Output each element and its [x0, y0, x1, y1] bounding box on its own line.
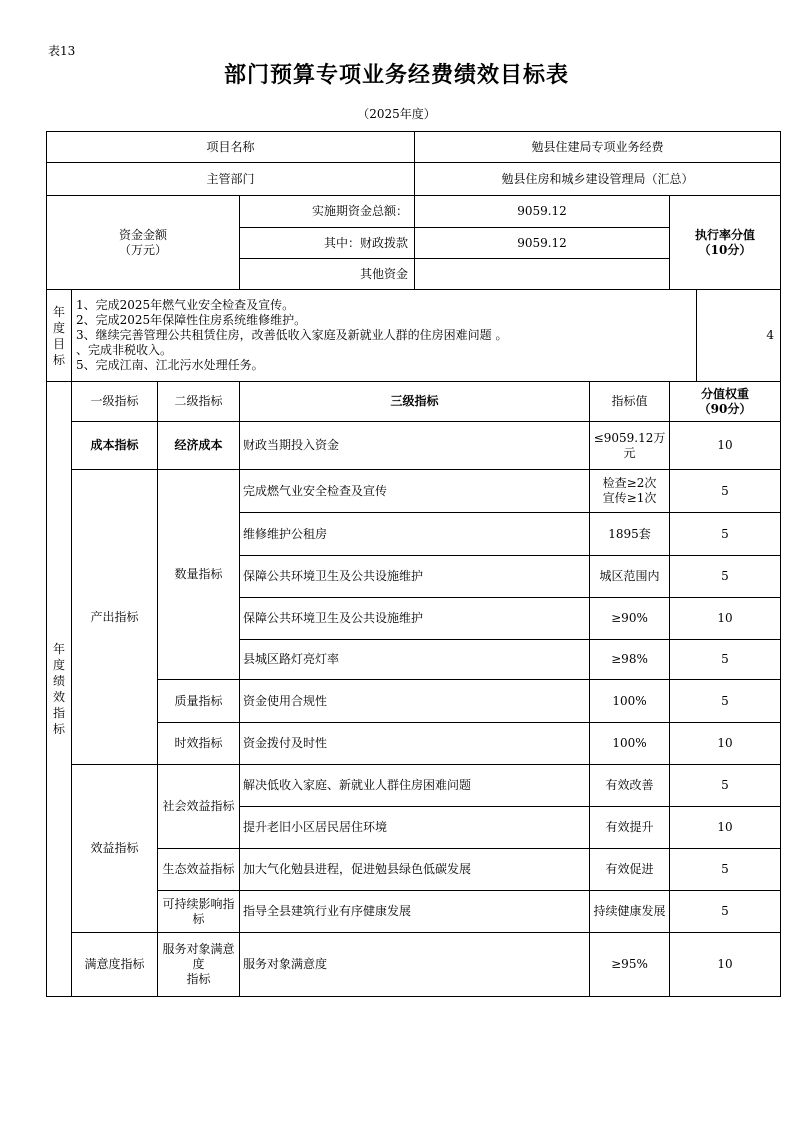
indicator-weight: 10 [670, 723, 781, 765]
project-label: 项目名称 [47, 132, 415, 163]
goals-text-cell [72, 290, 697, 382]
fiscal-year: （2025年度） [357, 107, 436, 121]
table-row [47, 680, 781, 723]
indicator-name: 提升老旧小区居民居住环境 [240, 807, 590, 849]
funds-unit: （万元） [118, 242, 167, 257]
indicator-value: 宣传≥1次 [602, 491, 657, 505]
dept-label: 主管部门 [47, 163, 415, 196]
indicator-weight: 10 [670, 598, 781, 640]
indicator-value: ≥95% [590, 933, 670, 997]
indicator-name: 保障公共环境卫生及公共设施维护 [240, 556, 590, 598]
indicator-weight: 5 [670, 765, 781, 807]
indicator-value: ≥98% [590, 640, 670, 680]
indicator-name: 维修维护公租房 [240, 513, 590, 556]
funds-other-value [415, 259, 670, 290]
perf-label-cell [47, 382, 72, 997]
satisfaction-level1: 满意度指标 [72, 933, 158, 997]
indicator-weight: 10 [670, 422, 781, 470]
page-title: 部门预算专项业务经费绩效目标表 [223, 63, 569, 88]
indicator-weight: 10 [670, 933, 781, 997]
indicator-name: 服务对象满意度 [240, 933, 590, 997]
goal-item: 5、完成江南、江北污水处理任务。 [76, 358, 264, 372]
cost-level2: 经济成本 [158, 422, 240, 470]
satisfaction-level2-cell [158, 933, 240, 997]
table-row [47, 723, 781, 765]
table-row [47, 849, 781, 891]
indicator-name: 保障公共环境卫生及公共设施维护 [240, 598, 590, 640]
header-value: 指标值 [590, 382, 670, 422]
indicator-header-row [47, 382, 781, 422]
indicator-value: 有效促进 [590, 849, 670, 891]
indicator-value: ≥90% [590, 598, 670, 640]
exec-rate-cell [670, 196, 781, 290]
funds-other-label: 其他资金 [240, 259, 415, 290]
funds-label: 资金金额 [118, 227, 167, 242]
table-row [47, 470, 781, 513]
exec-rate-label: 执行率分值 [694, 227, 755, 242]
goal-item: 1、完成2025年燃气业安全检查及宣传。 [76, 298, 295, 312]
indicator-weight: 10 [670, 807, 781, 849]
social-level2: 社会效益指标 [158, 765, 240, 849]
table-row [47, 933, 781, 997]
indicator-name: 资金拨付及时性 [240, 723, 590, 765]
goal-item: 2、完成2025年保障性住房系统维修维护。 [76, 313, 307, 327]
benefit-level1: 效益指标 [72, 765, 158, 933]
indicator-name: 财政当期投入资金 [240, 422, 590, 470]
indicator-name: 加大气化勉县进程，促进勉县绿色低碳发展 [240, 849, 590, 891]
indicator-value: 1895套 [590, 513, 670, 556]
indicator-value: 持续健康发展 [590, 891, 670, 933]
cost-level1: 成本指标 [72, 422, 158, 470]
funds-total-label: 实施期资金总额： [240, 196, 415, 228]
perf-label: 年度绩效指标 [53, 642, 66, 736]
header-weight-total: （90分） [698, 401, 752, 416]
indicator-weight: 5 [670, 849, 781, 891]
table-row [47, 765, 781, 807]
quantity-level2: 数量指标 [158, 470, 240, 680]
indicator-weight: 5 [670, 513, 781, 556]
sustain-level2: 可持续影响指标 [158, 891, 240, 933]
performance-target-table [46, 131, 781, 997]
header-level2: 二级指标 [158, 382, 240, 422]
goal-item: 3、继续完善管理公共租赁住房，改善低收入家庭及新就业人群的住房困难问题 。 [76, 328, 508, 342]
indicator-weight: 5 [670, 640, 781, 680]
funds-total-row [47, 196, 781, 228]
indicator-value-cell [590, 470, 670, 513]
indicator-weight: 5 [670, 470, 781, 513]
satisfaction-level2-suffix: 指标 [186, 972, 211, 986]
goals-label-cell [47, 290, 72, 382]
header-level1: 一级指标 [72, 382, 158, 422]
ecology-level2: 生态效益指标 [158, 849, 240, 891]
table-row [47, 422, 781, 470]
header-weight: 分值权重 [700, 386, 749, 401]
funds-total-value: 9059.12 [415, 196, 670, 228]
table-row [47, 891, 781, 933]
quality-level2: 质量指标 [158, 680, 240, 723]
goal-item: 、完成非税收入。 [76, 343, 173, 357]
funds-label-cell [47, 196, 240, 290]
funds-fiscal-label: 其中：财政拨款 [240, 228, 415, 259]
exec-rate-score: （10分） [698, 242, 752, 257]
timeliness-level2: 时效指标 [158, 723, 240, 765]
indicator-value: 有效提升 [590, 807, 670, 849]
indicator-weight: 5 [670, 556, 781, 598]
output-level1: 产出指标 [72, 470, 158, 765]
header-level3: 三级指标 [240, 382, 590, 422]
dept-value: 勉县住房和城乡建设管理局（汇总） [415, 163, 781, 196]
indicator-value: 100% [590, 723, 670, 765]
goals-score: 4 [697, 290, 781, 382]
project-value: 勉县住建局专项业务经费 [415, 132, 781, 163]
indicator-name: 完成燃气业安全检查及宣传 [240, 470, 590, 513]
indicator-value: 城区范围内 [590, 556, 670, 598]
indicator-value: 100% [590, 680, 670, 723]
indicator-weight: 5 [670, 891, 781, 933]
goals-row [47, 290, 781, 382]
indicator-weight: 5 [670, 680, 781, 723]
indicator-name: 县城区路灯亮灯率 [240, 640, 590, 680]
indicator-name: 指导全县建筑行业有序健康发展 [240, 891, 590, 933]
indicator-value: 检查≥2次 [602, 476, 657, 490]
indicator-name: 资金使用合规性 [240, 680, 590, 723]
header-weight-cell [670, 382, 781, 422]
table-number: 表13 [48, 44, 76, 58]
dept-row [47, 163, 781, 196]
indicator-name: 解决低收入家庭、新就业人群住房困难问题 [240, 765, 590, 807]
indicator-value: ≤9059.12万元 [590, 422, 670, 470]
satisfaction-level2: 服务对象满意度 [162, 942, 235, 971]
indicator-value: 有效改善 [590, 765, 670, 807]
funds-fiscal-value: 9059.12 [415, 228, 670, 259]
project-row [47, 132, 781, 163]
goals-label: 年度目标 [53, 304, 66, 367]
